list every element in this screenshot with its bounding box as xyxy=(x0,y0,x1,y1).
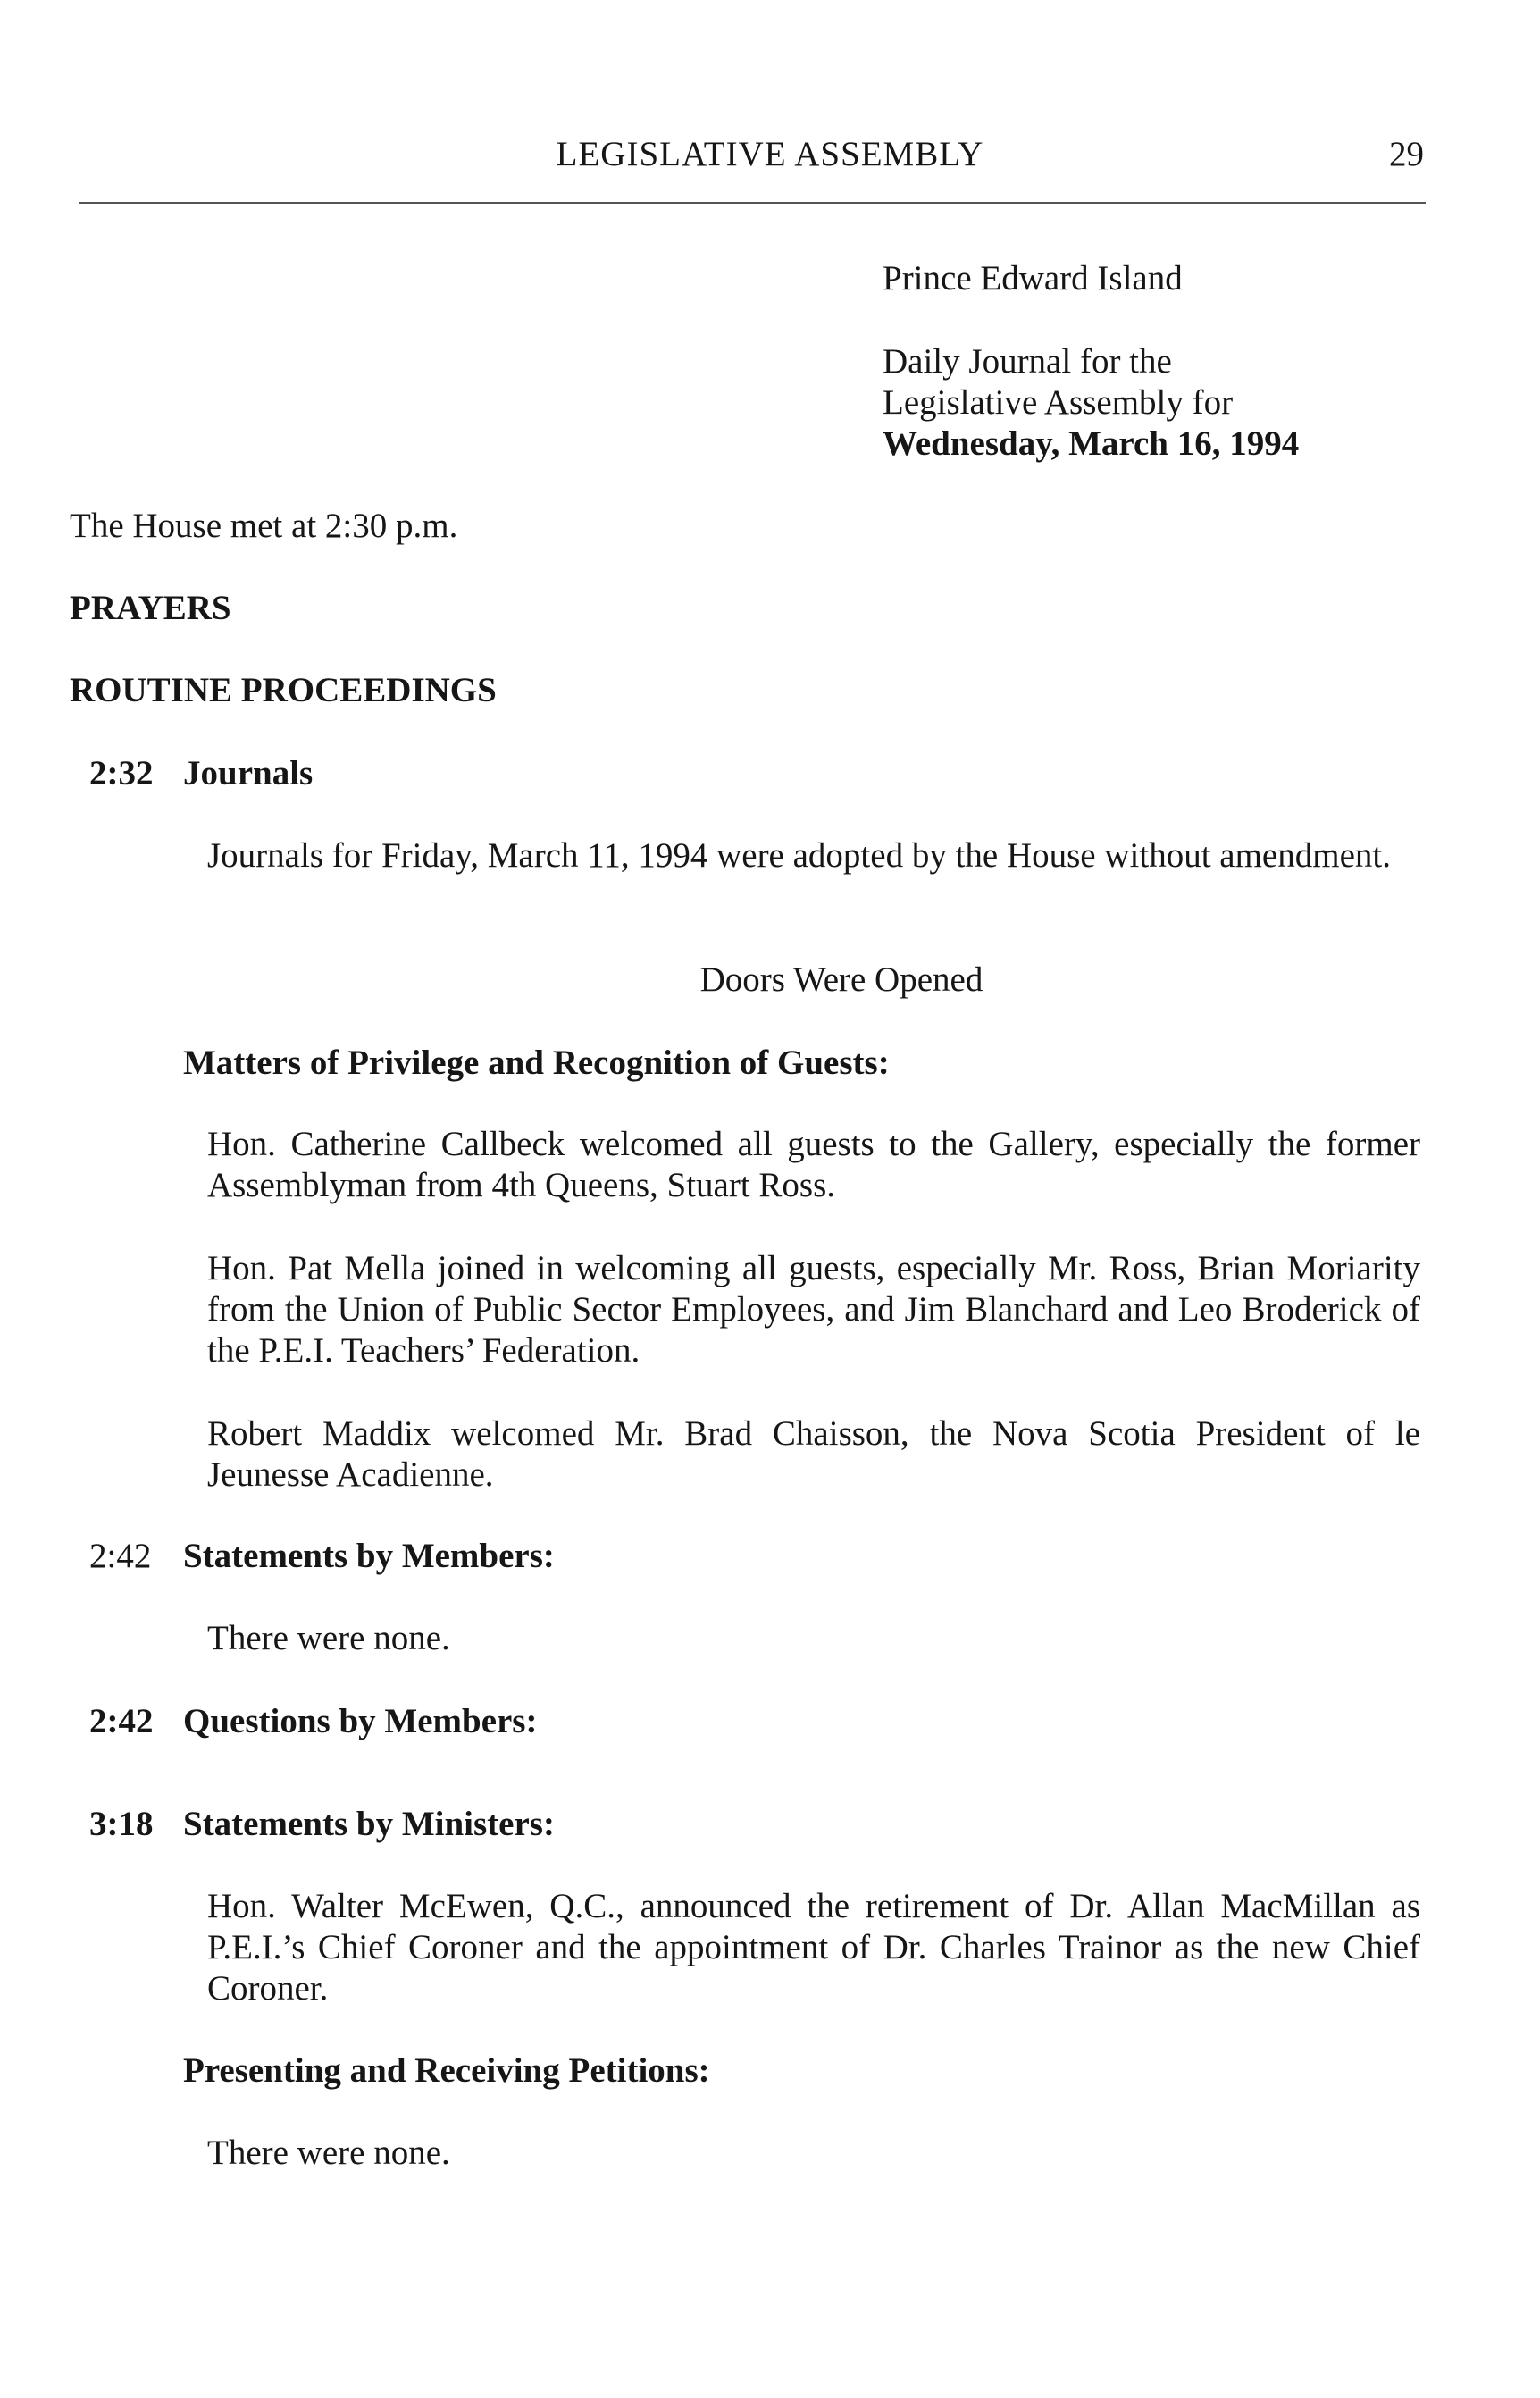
running-header-title: LEGISLATIVE ASSEMBLY xyxy=(556,135,984,173)
doors-opened: Doors Were Opened xyxy=(699,960,983,999)
privilege-paragraph-3: Robert Maddix welcomed Mr. Brad Chaisson, the Nova Scotia President of le Jeunesse Acadienne. xyxy=(207,1414,1420,1494)
routine-proceedings-heading: ROUTINE PROCEEDINGS xyxy=(70,671,497,709)
province-name: Prince Edward Island xyxy=(883,259,1183,298)
statements-members-heading: Statements by Members: xyxy=(183,1537,555,1575)
statements-ministers-heading: Statements by Ministers: xyxy=(183,1805,555,1843)
page-number: 29 xyxy=(1389,135,1424,173)
journals-heading: Journals xyxy=(183,754,314,792)
prayers-heading: PRAYERS xyxy=(70,589,231,627)
journals-text: Journals for Friday, March 11, 1994 were adopted by the House without amendment. xyxy=(207,836,1391,875)
questions-heading: Questions by Members: xyxy=(183,1702,538,1740)
petitions-text: There were none. xyxy=(207,2134,450,2172)
journal-date: Wednesday, March 16, 1994 xyxy=(883,424,1300,463)
house-met-line: The House met at 2:30 p.m. xyxy=(70,507,458,545)
header-rule xyxy=(79,202,1426,204)
privilege-heading: Matters of Privilege and Recognition of Guests: xyxy=(183,1044,890,1082)
privilege-paragraph-2: Hon. Pat Mella joined in welcoming all guests, especially Mr. Ross, Brian Moriarity from the Union of Public Sector Employees, and Jim Blanchard and Leo Broderick of the P.E.I. Teachers’ Federation. xyxy=(207,1249,1420,1370)
journal-title-line2: Legislative Assembly for xyxy=(883,383,1234,422)
journals-time: 2:32 xyxy=(89,754,154,792)
petitions-heading: Presenting and Receiving Petitions: xyxy=(183,2051,710,2090)
statements-members-text: There were none. xyxy=(207,1619,450,1657)
questions-time: 2:42 xyxy=(89,1702,154,1740)
statements-members-time: 2:42 xyxy=(89,1537,152,1575)
privilege-paragraph-1: Hon. Catherine Callbeck welcomed all guests to the Gallery, especially the former Assemblyman from 4th Queens, Stuart Ross. xyxy=(207,1125,1420,1204)
statements-ministers-time: 3:18 xyxy=(89,1805,154,1843)
statements-ministers-text: Hon. Walter McEwen, Q.C., announced the retirement of Dr. Allan MacMillan as P.E.I.’s Chief Coroner and the appointment of Dr. Charles Trainor as the new Chief Coroner. xyxy=(207,1887,1420,2008)
journal-title-line1: Daily Journal for the xyxy=(883,342,1172,381)
